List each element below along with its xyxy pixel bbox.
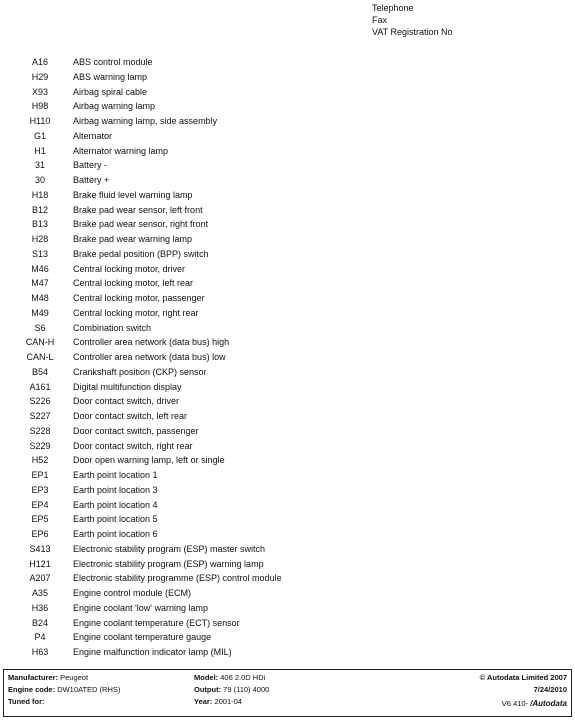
component-row	[0, 646, 575, 661]
component-description: Central locking motor, right rear	[73, 307, 199, 318]
component-description: Crankshaft position (CKP) sensor	[73, 366, 207, 377]
component-code: G1	[33, 130, 46, 141]
component-description: Controller area network (data bus) high	[73, 337, 230, 348]
telephone-label: Telephone	[372, 3, 414, 13]
component-row	[0, 307, 575, 322]
component-code: CAN-H	[25, 337, 55, 348]
output-value: 79 (110) 4000	[223, 685, 270, 694]
fax-label: Fax	[372, 15, 388, 25]
component-code: S6	[34, 322, 46, 333]
component-description: Door contact switch, passenger	[73, 425, 199, 436]
component-row	[0, 572, 575, 587]
vat-registration-label: VAT Registration No	[372, 27, 453, 37]
engine-code-field	[8, 684, 120, 695]
output-field	[194, 684, 269, 695]
component-description: Brake fluid level warning lamp	[73, 189, 193, 200]
component-row	[0, 86, 575, 101]
component-row	[0, 558, 575, 573]
component-description: Brake pad wear sensor, left front	[73, 204, 203, 215]
component-row	[0, 100, 575, 115]
component-row	[0, 602, 575, 617]
component-row	[0, 631, 575, 646]
manufacturer-value: Peugeot	[60, 673, 89, 682]
component-description: Door contact switch, right rear	[73, 440, 193, 451]
component-description: Electronic stability program (ESP) warning lamp	[73, 558, 264, 569]
component-row	[0, 513, 575, 528]
component-code: EP1	[31, 470, 49, 480]
component-row	[0, 469, 575, 484]
component-code: H36	[31, 602, 49, 613]
component-code: H18	[31, 189, 49, 200]
model-field	[194, 672, 265, 683]
component-code: H98	[31, 101, 49, 112]
component-description: Earth point location 1	[73, 470, 158, 480]
component-row	[0, 617, 575, 632]
component-description: Central locking motor, left rear	[73, 278, 194, 289]
component-description: ABS control module	[73, 57, 153, 67]
model-label: Model:	[194, 673, 219, 682]
component-row	[0, 218, 575, 233]
version-text: V6.410-	[501, 699, 529, 708]
component-description: Electronic stability programme (ESP) control module	[73, 573, 282, 584]
component-description: ABS warning lamp	[73, 71, 148, 82]
component-description: Airbag warning lamp, side assembly	[73, 116, 218, 126]
component-description: Engine coolant 'low' warning lamp	[73, 602, 209, 613]
contact-block	[372, 2, 453, 38]
autodata-logo: /Autodata	[530, 699, 567, 708]
component-row	[0, 71, 575, 86]
tuned-for-label: Tuned for:	[8, 697, 45, 706]
component-description: Earth point location 3	[73, 484, 158, 495]
component-description: Controller area network (data bus) low	[73, 352, 226, 362]
component-row	[0, 543, 575, 558]
component-description: Airbag spiral cable	[73, 86, 148, 97]
component-row	[0, 351, 575, 366]
component-row	[0, 56, 575, 71]
component-code: EP3	[31, 484, 49, 495]
year-value: 2001-04	[214, 697, 242, 706]
component-row	[0, 130, 575, 145]
component-row	[0, 233, 575, 248]
component-description: Battery +	[73, 175, 110, 185]
manufacturer-field	[8, 672, 88, 683]
component-description: Door contact switch, driver	[73, 396, 180, 407]
component-description: Engine malfunction indicator lamp (MIL)	[73, 647, 232, 657]
component-code: H52	[31, 455, 49, 466]
engine-code-label: Engine code:	[8, 685, 56, 694]
component-row	[0, 174, 575, 189]
component-row	[0, 395, 575, 410]
component-description: Earth point location 5	[73, 514, 158, 525]
component-description: Alternator warning lamp	[73, 145, 169, 156]
component-list	[0, 56, 575, 661]
component-code: M49	[31, 307, 49, 318]
component-description: Brake pad wear sensor, right front	[73, 219, 209, 230]
component-code: S226	[29, 396, 51, 407]
component-code: CAN-L	[26, 352, 54, 362]
component-description: Door contact switch, left rear	[73, 411, 188, 421]
component-code: B24	[31, 617, 48, 628]
component-row	[0, 484, 575, 499]
component-description: Alternator	[73, 130, 113, 141]
component-code: B12	[31, 204, 48, 215]
component-description: Earth point location 4	[73, 499, 158, 510]
component-code: A16	[31, 57, 48, 67]
component-code: H1	[34, 145, 46, 156]
component-row	[0, 381, 575, 396]
component-code: A207	[29, 573, 51, 584]
component-code: B54	[31, 366, 48, 377]
component-row	[0, 366, 575, 381]
component-description: Door open warning lamp, left or single	[73, 455, 225, 466]
component-description: Brake pad wear warning lamp	[73, 234, 193, 244]
component-code: S13	[31, 248, 48, 259]
print-date: 7/24/2010	[533, 685, 567, 694]
component-row	[0, 189, 575, 204]
component-code: EP4	[31, 499, 49, 510]
component-row	[0, 587, 575, 602]
component-row	[0, 277, 575, 292]
manufacturer-label: Manufacturer:	[8, 673, 59, 682]
component-code: B13	[31, 219, 48, 230]
component-code: S413	[29, 543, 51, 554]
component-description: Central locking motor, passenger	[73, 293, 205, 303]
component-code: X93	[31, 86, 48, 97]
output-label: Output:	[194, 685, 222, 694]
component-row	[0, 204, 575, 219]
component-row	[0, 145, 575, 160]
component-row	[0, 115, 575, 130]
component-row	[0, 499, 575, 514]
component-code: S229	[29, 440, 51, 451]
component-code: M47	[31, 278, 49, 289]
component-row	[0, 248, 575, 263]
component-row	[0, 336, 575, 351]
component-code: EP5	[31, 514, 49, 525]
component-description: Digital multifunction display	[73, 381, 182, 392]
year-label: Year:	[194, 697, 213, 706]
footer-info-box	[3, 669, 572, 717]
component-code: S228	[29, 425, 51, 436]
component-code: H110	[29, 116, 51, 126]
copyright-text: © Autodata Limited 2007	[479, 673, 567, 682]
component-code: 31	[34, 160, 45, 171]
tuned-for-field	[8, 696, 45, 707]
component-row	[0, 322, 575, 337]
component-row	[0, 425, 575, 440]
component-code: A35	[31, 588, 48, 598]
component-row	[0, 159, 575, 174]
component-description: Engine coolant temperature gauge	[73, 632, 212, 643]
component-code: H121	[29, 558, 51, 569]
component-code: P4	[34, 632, 46, 643]
component-description: Engine control module (ECM)	[73, 588, 192, 598]
component-row	[0, 263, 575, 278]
component-description: Brake pedal position (BPP) switch	[73, 248, 209, 259]
year-field	[194, 696, 242, 707]
component-code: S227	[29, 411, 51, 421]
component-description: Electronic stability program (ESP) master switch	[73, 543, 266, 554]
component-row	[0, 410, 575, 425]
component-description: Earth point location 6	[73, 529, 158, 539]
component-code: H28	[31, 234, 49, 244]
version-and-brand	[502, 698, 567, 709]
component-description: Battery -	[73, 160, 108, 171]
component-code: EP6	[31, 529, 49, 539]
component-code: H29	[31, 71, 49, 82]
component-row	[0, 528, 575, 543]
component-code: H63	[31, 647, 49, 657]
component-code: 30	[34, 175, 45, 185]
component-code: M46	[31, 263, 49, 274]
component-row	[0, 440, 575, 455]
component-code: A161	[29, 381, 51, 392]
component-description: Airbag warning lamp	[73, 101, 156, 112]
component-description: Central locking motor, driver	[73, 263, 186, 274]
component-row	[0, 454, 575, 469]
engine-code-value: DW10ATED (RHS)	[57, 685, 121, 694]
component-code: M48	[31, 293, 49, 303]
component-description: Combination switch	[73, 322, 152, 333]
component-description: Engine coolant temperature (ECT) sensor	[73, 617, 240, 628]
model-value: 406 2.0D HDi	[220, 673, 266, 682]
component-row	[0, 292, 575, 307]
